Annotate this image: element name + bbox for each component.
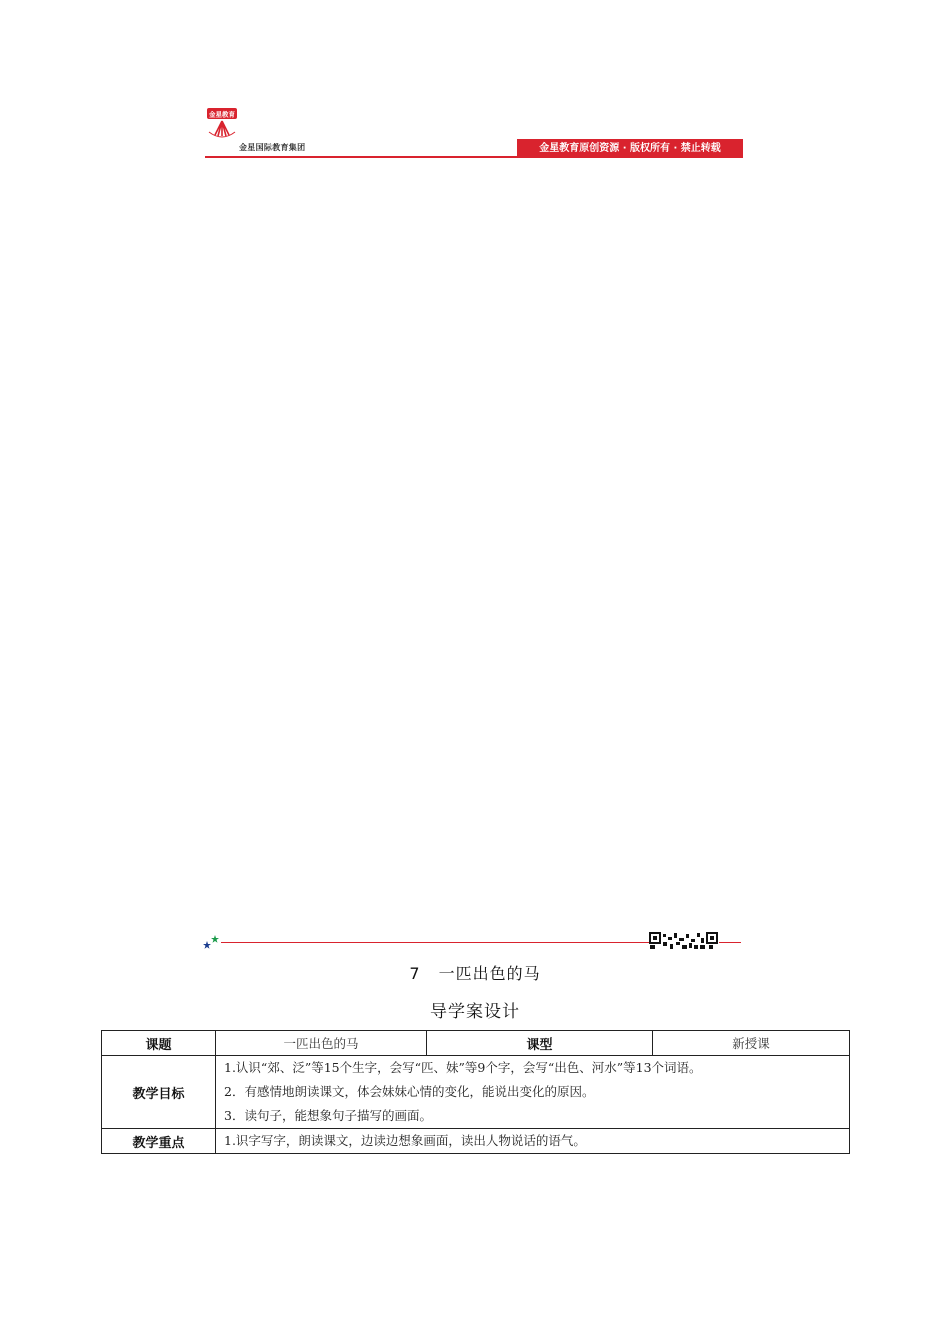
topic-value: 一匹出色的马 xyxy=(216,1031,427,1056)
svg-text:金星教育: 金星教育 xyxy=(209,110,235,119)
lesson-number: 7 xyxy=(409,964,421,983)
type-value: 新授课 xyxy=(653,1031,850,1056)
page-header xyxy=(205,108,743,160)
lesson-title xyxy=(0,961,950,984)
group-name: 金星国际教育集团 xyxy=(239,143,306,152)
section-divider xyxy=(203,930,743,954)
goals-label: 教学目标 xyxy=(102,1056,216,1129)
qr-code-icon xyxy=(649,932,719,950)
goal-item: 2．有感情地朗读课文，体会妹妹心情的变化，能说出变化的原因。 xyxy=(224,1084,595,1099)
copyright-banner: 金星教育原创资源 · 版权所有 · 禁止转载 xyxy=(517,139,743,158)
table-row xyxy=(102,1056,850,1129)
goal-item: 1.认识“郊、泛”等15个生字，会写“匹、妹”等9个字，会写“出色、河水”等13个词语。 xyxy=(224,1060,702,1075)
table-row xyxy=(102,1129,850,1154)
goal-item: 3．读句子，能想象句子描写的画面。 xyxy=(224,1108,432,1123)
logo-icon xyxy=(205,108,239,138)
lesson-plan-table xyxy=(101,1030,850,1154)
type-label: 课型 xyxy=(427,1031,653,1056)
goals-cell xyxy=(216,1056,850,1129)
keypoint-cell xyxy=(216,1129,850,1154)
page-subtitle: 导学案设计 xyxy=(430,1002,520,1022)
stars-icon xyxy=(203,935,223,949)
keypoint-item: 1.识字写字，朗读课文，边读边想象画面，读出人物说话的语气。 xyxy=(224,1133,586,1148)
topic-label: 课题 xyxy=(102,1031,216,1056)
lesson-name: 一匹出色的马 xyxy=(438,964,541,983)
keypoint-label: 教学重点 xyxy=(102,1129,216,1154)
table-row xyxy=(102,1031,850,1056)
